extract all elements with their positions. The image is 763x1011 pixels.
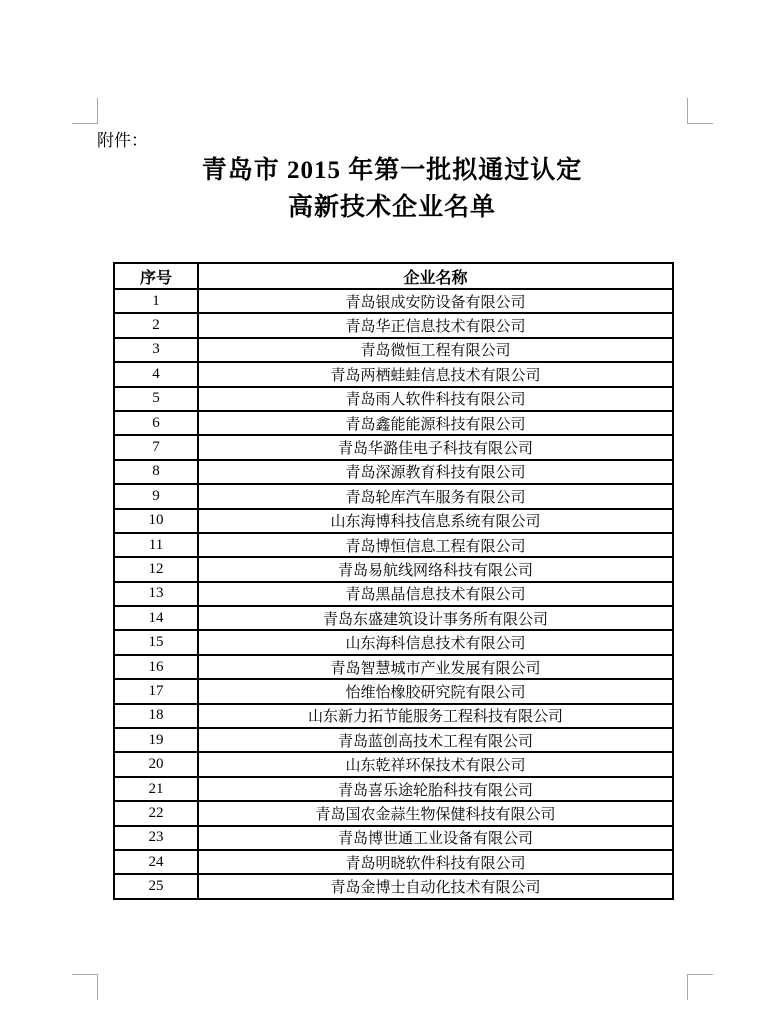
header-company-name: 企业名称 (198, 263, 673, 289)
serial-number-cell: 25 (114, 874, 198, 898)
serial-number-cell: 21 (114, 777, 198, 801)
serial-number-cell: 11 (114, 533, 198, 557)
table-row (114, 679, 673, 703)
company-name-cell: 青岛东盛建筑设计事务所有限公司 (198, 606, 673, 630)
table-row (114, 850, 673, 874)
company-name-cell: 山东海博科技信息系统有限公司 (198, 509, 673, 533)
table-row (114, 313, 673, 337)
serial-number-cell: 2 (114, 313, 198, 337)
serial-number-cell: 16 (114, 655, 198, 679)
table-row (114, 533, 673, 557)
table-row (114, 777, 673, 801)
company-name-cell: 青岛轮库汽车服务有限公司 (198, 484, 673, 508)
serial-number-cell: 12 (114, 557, 198, 581)
table-row (114, 704, 673, 728)
table-row (114, 362, 673, 386)
document-title-line-1: 青岛市 2015 年第一批拟通过认定 (201, 157, 583, 184)
company-name-cell: 青岛蓝创高技术工程有限公司 (198, 728, 673, 752)
company-name-cell: 青岛金博士自动化技术有限公司 (198, 874, 673, 898)
table-row (114, 801, 673, 825)
serial-number-cell: 5 (114, 387, 198, 411)
table-row (114, 411, 673, 435)
table-row (114, 728, 673, 752)
table-row (114, 338, 673, 362)
company-name-cell: 青岛智慧城市产业发展有限公司 (198, 655, 673, 679)
text-boundary-mark-bottom-right (687, 974, 713, 1000)
serial-number-cell: 14 (114, 606, 198, 630)
serial-number-cell: 9 (114, 484, 198, 508)
table-row (114, 460, 673, 484)
company-name-cell: 青岛华正信息技术有限公司 (198, 313, 673, 337)
company-name-cell: 青岛易航线网络科技有限公司 (198, 557, 673, 581)
table-row (114, 826, 673, 850)
serial-number-cell: 20 (114, 752, 198, 776)
company-name-cell: 山东海科信息技术有限公司 (198, 630, 673, 654)
company-name-cell: 青岛微恒工程有限公司 (198, 338, 673, 362)
table-row (114, 874, 673, 898)
serial-number-cell: 24 (114, 850, 198, 874)
company-name-cell: 青岛国农金蒜生物保健科技有限公司 (198, 801, 673, 825)
text-boundary-mark-bottom-left (72, 974, 98, 1000)
company-name-cell: 青岛雨人软件科技有限公司 (198, 387, 673, 411)
company-table-container (113, 262, 672, 900)
serial-number-cell: 19 (114, 728, 198, 752)
table-row (114, 630, 673, 654)
attachment-label: 附件： (97, 131, 148, 150)
table-row (114, 484, 673, 508)
table-row (114, 509, 673, 533)
serial-number-cell: 22 (114, 801, 198, 825)
document-title (97, 152, 687, 226)
company-name-cell: 青岛喜乐途轮胎科技有限公司 (198, 777, 673, 801)
serial-number-cell: 8 (114, 460, 198, 484)
company-name-cell: 青岛鑫能能源科技有限公司 (198, 411, 673, 435)
table-row (114, 557, 673, 581)
header-serial-number: 序号 (114, 263, 198, 289)
company-name-cell: 青岛华潞佳电子科技有限公司 (198, 435, 673, 459)
serial-number-cell: 23 (114, 826, 198, 850)
table-header-row (114, 263, 673, 289)
table-row (114, 655, 673, 679)
table-row (114, 435, 673, 459)
serial-number-cell: 4 (114, 362, 198, 386)
company-name-cell: 青岛深源教育科技有限公司 (198, 460, 673, 484)
company-table (113, 262, 674, 900)
serial-number-cell: 15 (114, 630, 198, 654)
company-name-cell: 山东新力拓节能服务工程科技有限公司 (198, 704, 673, 728)
company-name-cell: 怡维怡橡胶研究院有限公司 (198, 679, 673, 703)
company-name-cell: 青岛博世通工业设备有限公司 (198, 826, 673, 850)
company-name-cell: 青岛黑晶信息技术有限公司 (198, 582, 673, 606)
document-title-line-2: 高新技术企业名单 (287, 194, 496, 221)
serial-number-cell: 10 (114, 509, 198, 533)
company-name-cell: 青岛银成安防设备有限公司 (198, 289, 673, 313)
table-row (114, 289, 673, 313)
table-row (114, 752, 673, 776)
serial-number-cell: 7 (114, 435, 198, 459)
table-row (114, 582, 673, 606)
text-boundary-mark-top-left (72, 98, 98, 124)
serial-number-cell: 17 (114, 679, 198, 703)
serial-number-cell: 3 (114, 338, 198, 362)
company-name-cell: 青岛明晓软件科技有限公司 (198, 850, 673, 874)
company-name-cell: 青岛博恒信息工程有限公司 (198, 533, 673, 557)
serial-number-cell: 18 (114, 704, 198, 728)
serial-number-cell: 13 (114, 582, 198, 606)
serial-number-cell: 6 (114, 411, 198, 435)
company-name-cell: 山东乾祥环保技术有限公司 (198, 752, 673, 776)
serial-number-cell: 1 (114, 289, 198, 313)
company-name-cell: 青岛两栖蛙蛙信息技术有限公司 (198, 362, 673, 386)
text-boundary-mark-top-right (687, 98, 713, 124)
table-row (114, 387, 673, 411)
table-row (114, 606, 673, 630)
